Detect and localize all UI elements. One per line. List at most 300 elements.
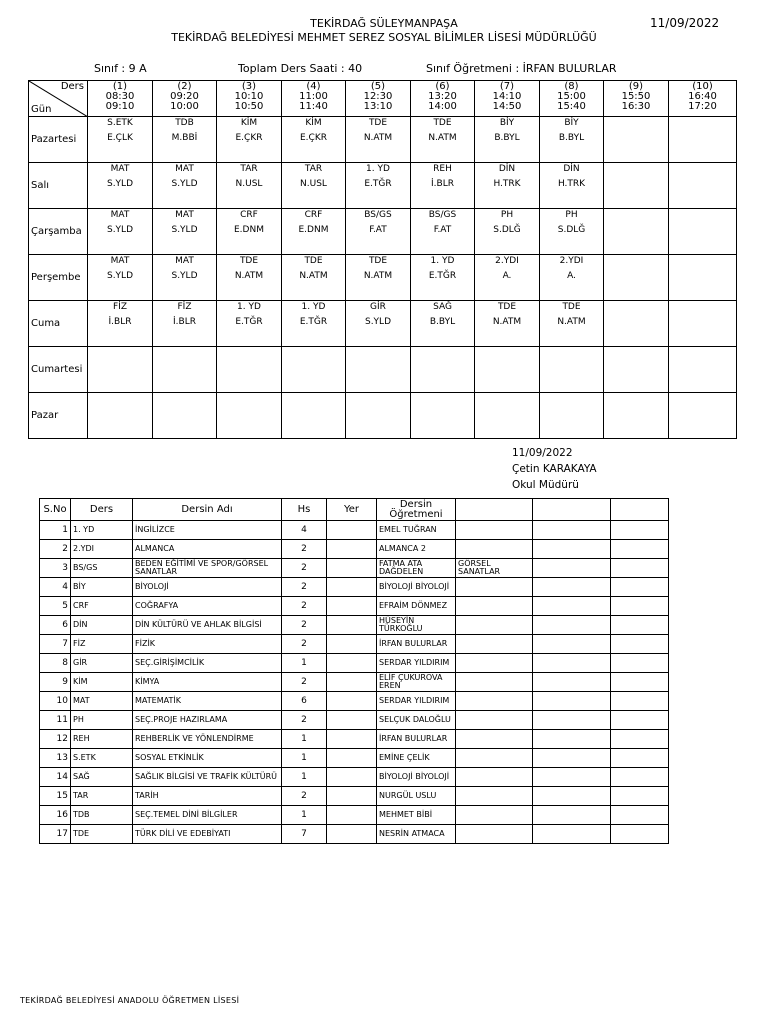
period-start-time: 14:10: [492, 91, 522, 102]
row-teacher: EMEL TUĞRAN: [377, 521, 456, 540]
row-empty-cell: [533, 749, 611, 768]
lesson-course-code: TDE: [368, 118, 388, 128]
lesson-course-code: KİM: [240, 118, 258, 128]
header-teacher: [377, 499, 456, 521]
period-start-time: 10:10: [234, 91, 264, 102]
row-empty-cell: [533, 787, 611, 806]
lesson-course-code: BS/GS: [428, 210, 457, 220]
period-header-cell: [346, 81, 411, 117]
lesson-course-code: PH: [500, 210, 514, 220]
lesson-teacher-code: S.YLD: [106, 271, 133, 281]
lesson-course-code: [475, 347, 539, 363]
lesson-teacher-code: A.: [567, 271, 576, 281]
period-header-cell: [282, 81, 346, 117]
lesson-course-code: TDE: [239, 256, 259, 266]
row-sno: 8: [40, 654, 71, 673]
row-ders-code: TAR: [71, 787, 133, 806]
footer-school-name: TEKİRDAĞ BELEDİYESİ ANADOLU ÖĞRETMEN LİSESİ: [20, 996, 240, 1005]
row-empty-cell: [611, 692, 669, 711]
lesson-course-code: [282, 393, 345, 409]
row-sno: 1: [40, 521, 71, 540]
day-name-cell: Pazartesi: [29, 117, 88, 163]
lesson-teacher-code: E.ÇKR: [300, 133, 327, 143]
row-teacher-extra: GÖRSEL SANATLAR: [456, 559, 533, 578]
row-teacher: SERDAR YILDIRIM: [377, 654, 456, 673]
lesson-course-code: DİN: [498, 164, 516, 174]
lesson-cell: [88, 209, 153, 255]
row-empty-cell: [611, 730, 669, 749]
lesson-cell: [475, 117, 540, 163]
lesson-teacher-code: S.YLD: [364, 317, 391, 327]
row-empty-cell: [611, 540, 669, 559]
lesson-cell: [540, 117, 604, 163]
timetable: [28, 80, 737, 439]
lesson-cell: [153, 255, 217, 301]
course-list-header-row: [40, 499, 669, 521]
lesson-cell: [217, 117, 282, 163]
day-name-cell: Perşembe: [29, 255, 88, 301]
lesson-course-code: TDE: [304, 256, 323, 266]
lesson-course-code: [604, 163, 668, 179]
row-location: [327, 692, 377, 711]
period-end-time: 15:40: [557, 101, 586, 112]
row-empty-cell: [533, 692, 611, 711]
lesson-teacher-code: E.DNM: [234, 225, 264, 235]
lesson-cell: [217, 393, 282, 439]
row-ders-code: BS/GS: [71, 559, 133, 578]
lesson-teacher-code: İ.BLR: [108, 317, 132, 327]
course-list-row: [40, 578, 669, 597]
course-list-row: [40, 654, 669, 673]
row-sno: 7: [40, 635, 71, 654]
course-list-row: [40, 749, 669, 768]
row-sno: 13: [40, 749, 71, 768]
lesson-teacher-code: N.ATM: [234, 271, 264, 281]
lesson-cell: [475, 255, 540, 301]
row-teacher-extra: [456, 825, 533, 844]
row-hours: 1: [282, 806, 327, 825]
row-teacher-extra: [456, 673, 533, 692]
lesson-cell: [669, 117, 737, 163]
row-ders-code: TDE: [71, 825, 133, 844]
lesson-cell: [153, 301, 217, 347]
lesson-teacher-code: N.ATM: [363, 133, 393, 143]
lesson-teacher-code: F.AT: [433, 225, 452, 235]
lesson-teacher-code: H.TRK: [493, 179, 521, 189]
lesson-cell: [217, 209, 282, 255]
row-teacher: BİYOLOJİ BİYOLOJİ: [377, 578, 456, 597]
row-hours: 2: [282, 616, 327, 635]
lesson-teacher-code: E.DNM: [298, 225, 329, 235]
header-hs: Hs: [282, 499, 327, 521]
timetable-corner-cell: [29, 81, 88, 117]
lesson-cell: [282, 117, 346, 163]
lesson-cell: [282, 163, 346, 209]
row-teacher: MEHMET BİBİ: [377, 806, 456, 825]
row-teacher-extra: [456, 578, 533, 597]
lesson-course-code: [411, 347, 474, 363]
period-start-time: 16:40: [688, 91, 717, 102]
period-end-time: 14:50: [492, 101, 522, 112]
lesson-course-code: [669, 163, 736, 179]
timetable-day-row: [29, 163, 737, 209]
lesson-course-code: [217, 347, 281, 363]
lesson-cell: [604, 209, 669, 255]
lesson-course-code: BİY: [499, 118, 515, 128]
period-number: (8): [564, 81, 579, 92]
lesson-cell: [282, 393, 346, 439]
period-end-time: 17:20: [688, 101, 717, 112]
course-list-row: [40, 540, 669, 559]
lesson-teacher-code: E.TĞR: [299, 317, 328, 327]
lesson-cell: [669, 163, 737, 209]
row-empty-cell: [533, 673, 611, 692]
row-location: [327, 559, 377, 578]
row-location: [327, 597, 377, 616]
lesson-course-code: [540, 393, 603, 409]
row-location: [327, 578, 377, 597]
lesson-course-code: TDE: [562, 302, 581, 312]
row-teacher: SERDAR YILDIRIM: [377, 692, 456, 711]
row-empty-cell: [611, 806, 669, 825]
header-dersin-adi: Dersin Adı: [133, 499, 282, 521]
period-end-time: 11:40: [299, 101, 328, 112]
timetable-day-row: [29, 393, 737, 439]
lesson-course-code: [669, 347, 736, 363]
lesson-cell: [604, 347, 669, 393]
row-empty-cell: [533, 711, 611, 730]
course-list-row: [40, 673, 669, 692]
corner-ders-label: Ders: [60, 81, 84, 92]
row-teacher-extra: [456, 711, 533, 730]
row-teacher-extra: [456, 806, 533, 825]
lesson-cell: [282, 209, 346, 255]
lesson-teacher-code: S.DLĞ: [493, 225, 521, 235]
lesson-course-code: MAT: [110, 256, 130, 266]
row-hours: 2: [282, 597, 327, 616]
lesson-teacher-code: M.BBİ: [171, 133, 198, 143]
row-course-name: TÜRK DİLİ VE EDEBİYATI: [133, 825, 282, 844]
lesson-course-code: SAĞ: [433, 302, 452, 312]
lesson-cell: [540, 255, 604, 301]
lesson-cell: [217, 163, 282, 209]
lesson-course-code: 1. YD: [301, 302, 326, 312]
row-hours: 7: [282, 825, 327, 844]
day-name-cell: Cuma: [29, 301, 88, 347]
row-empty-cell: [533, 521, 611, 540]
lesson-course-code: TDE: [368, 256, 388, 266]
lesson-course-code: [153, 347, 216, 363]
lesson-cell: [411, 393, 475, 439]
lesson-cell: [153, 209, 217, 255]
row-course-name: SEÇ.TEMEL DİNİ BİLGİLER: [133, 806, 282, 825]
lesson-course-code: [346, 347, 410, 363]
lesson-cell: [475, 393, 540, 439]
lesson-cell: [153, 347, 217, 393]
row-course-name: SAĞLIK BİLGİSİ VE TRAFİK KÜLTÜRÜ: [133, 768, 282, 787]
lesson-course-code: BS/GS: [364, 210, 392, 220]
period-header-cell: [540, 81, 604, 117]
course-list-row: [40, 597, 669, 616]
period-end-time: 10:50: [234, 101, 264, 112]
timetable-day-row: [29, 255, 737, 301]
signature-date: 11/09/2022: [512, 447, 573, 459]
school-district: TEKİRDAĞ SÜLEYMANPAŞA: [310, 17, 458, 30]
lesson-course-code: CRF: [240, 210, 258, 220]
course-list-row: [40, 768, 669, 787]
lesson-cell: [346, 255, 411, 301]
period-number: (7): [499, 81, 515, 92]
row-sno: 12: [40, 730, 71, 749]
header-ders: Ders: [71, 499, 133, 521]
lesson-course-code: PH: [565, 210, 578, 220]
header-empty-cell: [533, 499, 611, 521]
course-list-row: [40, 730, 669, 749]
row-location: [327, 711, 377, 730]
row-empty-cell: [533, 616, 611, 635]
lesson-cell: [669, 393, 737, 439]
row-location: [327, 521, 377, 540]
period-number: (6): [435, 81, 450, 92]
row-hours: 2: [282, 673, 327, 692]
row-teacher: ELİF ÇUKUROVA EREN: [377, 673, 456, 692]
row-teacher-extra: [456, 768, 533, 787]
period-header-cell: [88, 81, 153, 117]
row-ders-code: 2.YDI: [71, 540, 133, 559]
period-number: (4): [306, 81, 321, 92]
lesson-teacher-code: F.AT: [369, 225, 387, 235]
lesson-course-code: [346, 393, 410, 409]
lesson-cell: [540, 163, 604, 209]
row-teacher: İRFAN BULURLAR: [377, 635, 456, 654]
row-sno: 2: [40, 540, 71, 559]
row-empty-cell: [611, 559, 669, 578]
lesson-course-code: [282, 347, 345, 363]
row-empty-cell: [533, 635, 611, 654]
lesson-cell: [282, 347, 346, 393]
period-header-cell: [217, 81, 282, 117]
lesson-course-code: MAT: [175, 210, 194, 220]
lesson-cell: [153, 393, 217, 439]
course-list-row: [40, 559, 669, 578]
row-course-name: SOSYAL ETKİNLİK: [133, 749, 282, 768]
row-course-name: TARİH: [133, 787, 282, 806]
row-location: [327, 635, 377, 654]
period-header-cell: [153, 81, 217, 117]
row-location: [327, 768, 377, 787]
row-empty-cell: [611, 616, 669, 635]
row-course-name: İNGİLİZCE: [133, 521, 282, 540]
period-start-time: 15:50: [621, 91, 651, 102]
row-course-name: BEDEN EĞİTİMİ VE SPOR/GÖRSEL SANATLAR: [133, 559, 282, 578]
lesson-cell: [669, 301, 737, 347]
lesson-course-code: FİZ: [113, 302, 127, 312]
lesson-cell: [475, 209, 540, 255]
row-empty-cell: [611, 787, 669, 806]
corner-gun-label: Gün: [31, 104, 52, 115]
period-start-time: 15:00: [557, 91, 586, 102]
day-name-cell: Pazar: [29, 393, 88, 439]
lesson-course-code: MAT: [110, 210, 130, 220]
header-date: 11/09/2022: [650, 16, 720, 30]
row-ders-code: DİN: [71, 616, 133, 635]
lesson-cell: [604, 163, 669, 209]
period-start-time: 09:20: [170, 91, 199, 102]
timetable-day-row: [29, 117, 737, 163]
lesson-course-code: [88, 347, 152, 363]
row-course-name: REHBERLİK VE YÖNLENDİRME: [133, 730, 282, 749]
row-empty-cell: [533, 806, 611, 825]
row-teacher-extra: [456, 730, 533, 749]
period-start-time: 11:00: [299, 91, 328, 102]
row-teacher: FATMA ATA DAĞDELEN: [377, 559, 456, 578]
lesson-cell: [346, 301, 411, 347]
row-ders-code: S.ETK: [71, 749, 133, 768]
lesson-cell: [669, 255, 737, 301]
class-label: Sınıf : 9 A: [94, 62, 147, 75]
lesson-course-code: 2.YDI: [495, 256, 519, 266]
lesson-cell: [217, 301, 282, 347]
lesson-course-code: TDB: [175, 118, 194, 128]
lesson-teacher-code: A.: [502, 271, 512, 281]
row-teacher: HÜSEYİN TÜRKOĞLU: [377, 616, 456, 635]
course-list-row: [40, 692, 669, 711]
class-teacher-label: Sınıf Öğretmeni : İRFAN BULURLAR: [426, 62, 617, 75]
row-hours: 2: [282, 711, 327, 730]
lesson-course-code: [604, 117, 668, 133]
lesson-cell: [346, 393, 411, 439]
lesson-cell: [669, 209, 737, 255]
period-end-time: 13:10: [363, 101, 393, 112]
row-empty-cell: [611, 673, 669, 692]
lesson-cell: [604, 117, 669, 163]
lesson-teacher-code: N.USL: [235, 179, 263, 189]
lesson-cell: [217, 347, 282, 393]
row-location: [327, 616, 377, 635]
timetable-day-row: [29, 347, 737, 393]
period-start-time: 13:20: [428, 91, 457, 102]
lesson-course-code: [604, 301, 668, 317]
lesson-cell: [153, 163, 217, 209]
course-list-row: [40, 635, 669, 654]
row-hours: 1: [282, 768, 327, 787]
lesson-cell: [411, 301, 475, 347]
row-sno: 17: [40, 825, 71, 844]
row-hours: 2: [282, 540, 327, 559]
row-sno: 9: [40, 673, 71, 692]
lesson-cell: [475, 347, 540, 393]
row-empty-cell: [533, 578, 611, 597]
lesson-course-code: [669, 117, 736, 133]
row-location: [327, 730, 377, 749]
period-header-cell: [604, 81, 669, 117]
lesson-course-code: [540, 347, 603, 363]
row-empty-cell: [533, 559, 611, 578]
lesson-course-code: [411, 393, 474, 409]
lesson-cell: [88, 117, 153, 163]
row-ders-code: BİY: [71, 578, 133, 597]
lesson-course-code: 1. YD: [430, 256, 455, 266]
timetable-day-row: [29, 301, 737, 347]
lesson-teacher-code: N.ATM: [428, 133, 457, 143]
row-ders-code: MAT: [71, 692, 133, 711]
lesson-cell: [346, 163, 411, 209]
row-location: [327, 654, 377, 673]
lesson-teacher-code: N.ATM: [299, 271, 328, 281]
row-empty-cell: [611, 597, 669, 616]
lesson-cell: [604, 301, 669, 347]
period-end-time: 14:00: [428, 101, 457, 112]
lesson-teacher-code: S.YLD: [171, 179, 198, 189]
lesson-course-code: [88, 393, 152, 409]
row-teacher: NESRİN ATMACA: [377, 825, 456, 844]
row-ders-code: REH: [71, 730, 133, 749]
lesson-teacher-code: B.BYL: [494, 133, 520, 143]
row-hours: 1: [282, 730, 327, 749]
lesson-course-code: TAR: [240, 164, 258, 174]
row-empty-cell: [611, 749, 669, 768]
row-location: [327, 540, 377, 559]
lesson-course-code: DİN: [563, 164, 580, 174]
lesson-cell: [88, 347, 153, 393]
signature-title: Okul Müdürü: [512, 479, 579, 491]
row-ders-code: GİR: [71, 654, 133, 673]
lesson-course-code: [669, 301, 736, 317]
lesson-teacher-code: E.ÇKR: [235, 133, 263, 143]
lesson-teacher-code: S.DLĞ: [557, 225, 586, 235]
row-empty-cell: [533, 825, 611, 844]
lesson-cell: [411, 347, 475, 393]
lesson-teacher-code: N.ATM: [363, 271, 393, 281]
row-ders-code: SAĞ: [71, 768, 133, 787]
row-teacher: SELÇUK DALOĞLU: [377, 711, 456, 730]
row-location: [327, 787, 377, 806]
signature-name: Çetin KARAKAYA: [512, 463, 597, 475]
lesson-course-code: [604, 209, 668, 225]
lesson-course-code: [669, 209, 736, 225]
period-header-cell: [669, 81, 737, 117]
row-teacher: ALMANCA 2: [377, 540, 456, 559]
lesson-course-code: CRF: [304, 210, 323, 220]
period-end-time: 16:30: [621, 101, 651, 112]
lesson-cell: [88, 393, 153, 439]
row-ders-code: KİM: [71, 673, 133, 692]
lesson-cell: [217, 255, 282, 301]
row-hours: 4: [282, 521, 327, 540]
row-empty-cell: [611, 635, 669, 654]
lesson-cell: [411, 209, 475, 255]
course-list-row: [40, 711, 669, 730]
lesson-course-code: [604, 393, 668, 409]
lesson-cell: [475, 301, 540, 347]
row-empty-cell: [533, 730, 611, 749]
lesson-teacher-code: B.BYL: [429, 317, 456, 327]
lesson-teacher-code: B.BYL: [558, 133, 585, 143]
row-hours: 1: [282, 654, 327, 673]
lesson-course-code: MAT: [175, 164, 194, 174]
lesson-teacher-code: İ.BLR: [173, 317, 196, 327]
lesson-teacher-code: H.TRK: [557, 179, 586, 189]
lesson-cell: [153, 117, 217, 163]
lesson-course-code: [153, 393, 216, 409]
header-empty-cell: [611, 499, 669, 521]
course-list-row: [40, 825, 669, 844]
row-empty-cell: [533, 768, 611, 787]
lesson-teacher-code: E.ÇLK: [107, 133, 133, 143]
lesson-teacher-code: E.TĞR: [235, 317, 263, 327]
row-course-name: FİZİK: [133, 635, 282, 654]
lesson-cell: [540, 209, 604, 255]
